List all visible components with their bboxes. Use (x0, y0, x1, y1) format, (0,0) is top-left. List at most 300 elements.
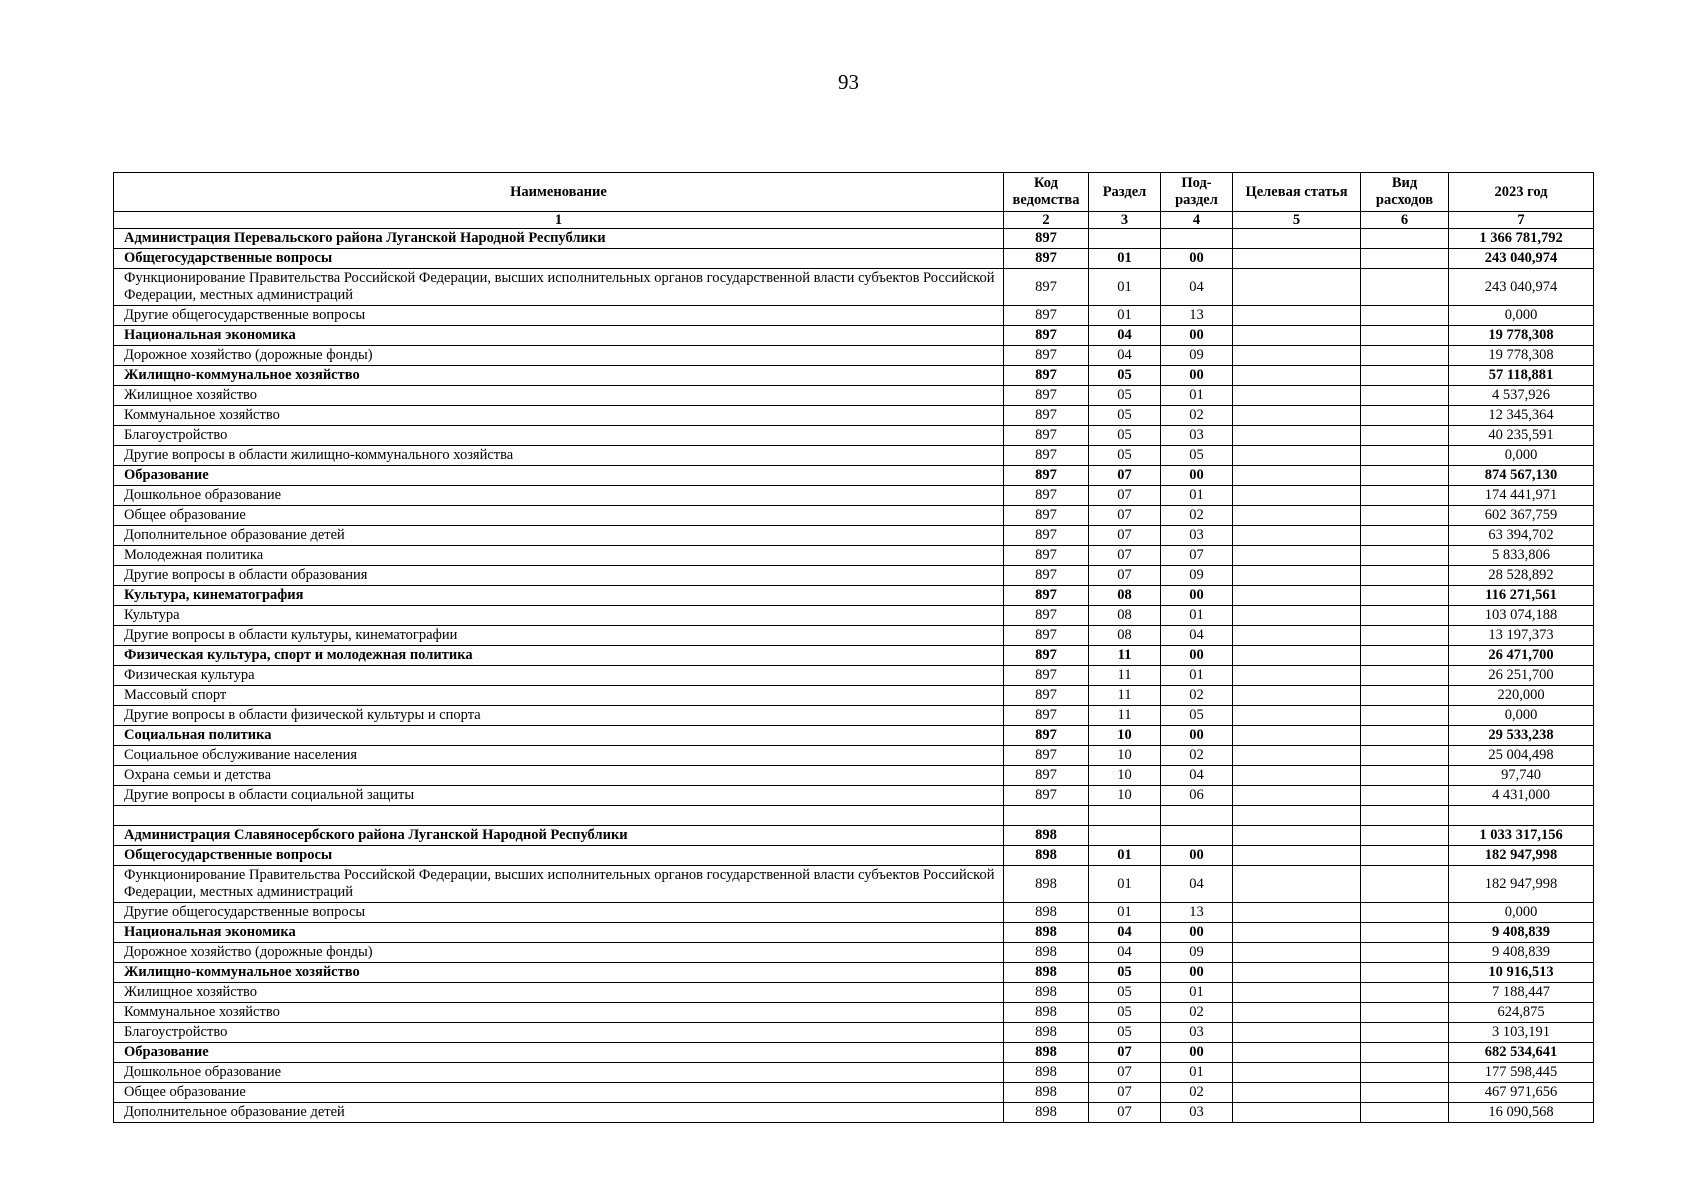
cell-name: Культура (114, 606, 1004, 626)
cell-target (1233, 1043, 1361, 1063)
cell-amount: 4 431,000 (1449, 786, 1594, 806)
cell-section: 08 (1089, 586, 1161, 606)
cell-kind (1361, 786, 1449, 806)
cell-subsection: 00 (1161, 963, 1233, 983)
cell-section: 07 (1089, 566, 1161, 586)
cell-name: Культура, кинематография (114, 586, 1004, 606)
cell-section: 01 (1089, 866, 1161, 903)
cell-kind (1361, 526, 1449, 546)
table-row (114, 506, 1594, 526)
table-row (114, 903, 1594, 923)
cell-name: Дополнительное образование детей (114, 526, 1004, 546)
cell-code: 897 (1004, 546, 1089, 566)
table-row (114, 366, 1594, 386)
cell-amount: 1 033 317,156 (1449, 826, 1594, 846)
table-row (114, 386, 1594, 406)
table-body (114, 229, 1594, 1123)
cell-code: 897 (1004, 706, 1089, 726)
table-row (114, 526, 1594, 546)
cell-section: 07 (1089, 486, 1161, 506)
table-row (114, 446, 1594, 466)
cell-subsection: 00 (1161, 646, 1233, 666)
cell-amount: 29 533,238 (1449, 726, 1594, 746)
table-row (114, 766, 1594, 786)
cell-subsection: 05 (1161, 706, 1233, 726)
cell-name: Дошкольное образование (114, 1063, 1004, 1083)
cell-section: 04 (1089, 923, 1161, 943)
cell-section: 01 (1089, 249, 1161, 269)
cell-code: 897 (1004, 646, 1089, 666)
cell-kind (1361, 249, 1449, 269)
cell-section: 01 (1089, 306, 1161, 326)
cell-target (1233, 826, 1361, 846)
cell-name: Общегосударственные вопросы (114, 846, 1004, 866)
header-subsection: Под-раздел (1161, 173, 1233, 212)
cell-name: Администрация Перевальского района Луганской Народной Республики (114, 229, 1004, 249)
cell-kind (1361, 1023, 1449, 1043)
table-row (114, 1043, 1594, 1063)
cell-kind (1361, 626, 1449, 646)
table-row (114, 943, 1594, 963)
cell-subsection: 00 (1161, 846, 1233, 866)
cell-amount: 63 394,702 (1449, 526, 1594, 546)
cell-section: 01 (1089, 903, 1161, 923)
cell-target (1233, 766, 1361, 786)
cell-subsection: 09 (1161, 346, 1233, 366)
cell-name: Социальная политика (114, 726, 1004, 746)
cell-amount: 177 598,445 (1449, 1063, 1594, 1083)
table-row (114, 606, 1594, 626)
cell-name: Национальная экономика (114, 923, 1004, 943)
cell-kind (1361, 306, 1449, 326)
header-kind: Вид расходов (1361, 173, 1449, 212)
cell-subsection: 02 (1161, 746, 1233, 766)
table-row (114, 686, 1594, 706)
cell-kind (1361, 646, 1449, 666)
cell-kind (1361, 686, 1449, 706)
cell-amount: 3 103,191 (1449, 1023, 1594, 1043)
cell-amount: 28 528,892 (1449, 566, 1594, 586)
cell-section (1089, 806, 1161, 826)
cell-name: Физическая культура, спорт и молодежная политика (114, 646, 1004, 666)
cell-code: 897 (1004, 386, 1089, 406)
cell-kind (1361, 546, 1449, 566)
header-code: Код ведомства (1004, 173, 1089, 212)
header-section: Раздел (1089, 173, 1161, 212)
cell-target (1233, 963, 1361, 983)
cell-subsection: 05 (1161, 446, 1233, 466)
cell-amount: 0,000 (1449, 706, 1594, 726)
cell-section: 11 (1089, 706, 1161, 726)
cell-amount: 624,875 (1449, 1003, 1594, 1023)
cell-amount: 19 778,308 (1449, 346, 1594, 366)
cell-subsection: 09 (1161, 566, 1233, 586)
cell-target (1233, 1083, 1361, 1103)
cell-kind (1361, 446, 1449, 466)
cell-amount: 10 916,513 (1449, 963, 1594, 983)
cell-kind (1361, 606, 1449, 626)
column-number: 3 (1089, 212, 1161, 229)
cell-kind (1361, 1043, 1449, 1063)
cell-name: Дорожное хозяйство (дорожные фонды) (114, 943, 1004, 963)
cell-amount: 7 188,447 (1449, 983, 1594, 1003)
cell-section (1089, 229, 1161, 249)
cell-code: 897 (1004, 526, 1089, 546)
cell-kind (1361, 386, 1449, 406)
cell-kind (1361, 983, 1449, 1003)
cell-target (1233, 1003, 1361, 1023)
cell-section: 10 (1089, 766, 1161, 786)
cell-amount: 40 235,591 (1449, 426, 1594, 446)
table-row (114, 923, 1594, 943)
cell-code (1004, 806, 1089, 826)
cell-name: Коммунальное хозяйство (114, 406, 1004, 426)
cell-amount: 19 778,308 (1449, 326, 1594, 346)
cell-target (1233, 923, 1361, 943)
cell-target (1233, 726, 1361, 746)
cell-code: 897 (1004, 326, 1089, 346)
cell-kind (1361, 406, 1449, 426)
cell-amount: 116 271,561 (1449, 586, 1594, 606)
cell-code: 897 (1004, 446, 1089, 466)
cell-target (1233, 486, 1361, 506)
page-number: 93 (838, 70, 859, 94)
cell-kind (1361, 269, 1449, 306)
table-row (114, 746, 1594, 766)
cell-subsection: 06 (1161, 786, 1233, 806)
cell-section: 05 (1089, 386, 1161, 406)
cell-target (1233, 249, 1361, 269)
cell-target (1233, 786, 1361, 806)
cell-subsection: 04 (1161, 269, 1233, 306)
cell-target (1233, 686, 1361, 706)
cell-name: Другие вопросы в области физической культуры и спорта (114, 706, 1004, 726)
cell-code: 898 (1004, 1003, 1089, 1023)
cell-name: Социальное обслуживание населения (114, 746, 1004, 766)
cell-amount: 602 367,759 (1449, 506, 1594, 526)
cell-code: 898 (1004, 826, 1089, 846)
cell-kind (1361, 746, 1449, 766)
cell-code: 897 (1004, 466, 1089, 486)
cell-name: Охрана семьи и детства (114, 766, 1004, 786)
cell-amount: 182 947,998 (1449, 866, 1594, 903)
cell-kind (1361, 666, 1449, 686)
column-number: 1 (114, 212, 1004, 229)
cell-amount: 57 118,881 (1449, 366, 1594, 386)
table-row (114, 866, 1594, 903)
cell-section (1089, 826, 1161, 846)
cell-code: 897 (1004, 506, 1089, 526)
cell-code: 897 (1004, 686, 1089, 706)
cell-code: 898 (1004, 846, 1089, 866)
table-row (114, 786, 1594, 806)
cell-kind (1361, 229, 1449, 249)
table-row (114, 249, 1594, 269)
cell-amount: 243 040,974 (1449, 269, 1594, 306)
cell-amount: 467 971,656 (1449, 1083, 1594, 1103)
cell-section: 08 (1089, 606, 1161, 626)
cell-target (1233, 346, 1361, 366)
cell-target (1233, 326, 1361, 346)
table-row (114, 1023, 1594, 1043)
table-row (114, 229, 1594, 249)
cell-subsection: 00 (1161, 726, 1233, 746)
cell-name: Общегосударственные вопросы (114, 249, 1004, 269)
cell-subsection: 09 (1161, 943, 1233, 963)
table-row (114, 1103, 1594, 1123)
cell-target (1233, 566, 1361, 586)
cell-section: 07 (1089, 466, 1161, 486)
cell-code: 897 (1004, 406, 1089, 426)
cell-target (1233, 466, 1361, 486)
table-row (114, 346, 1594, 366)
cell-amount: 25 004,498 (1449, 746, 1594, 766)
cell-name: Функционирование Правительства Российской Федерации, высших исполнительных органов государственной власти субъектов Российской Федерации, местных администраций (114, 866, 1004, 903)
cell-amount: 0,000 (1449, 446, 1594, 466)
cell-kind (1361, 326, 1449, 346)
cell-subsection: 01 (1161, 666, 1233, 686)
cell-amount: 9 408,839 (1449, 923, 1594, 943)
table-row (114, 466, 1594, 486)
cell-target (1233, 426, 1361, 446)
cell-kind (1361, 426, 1449, 446)
table-row (114, 269, 1594, 306)
cell-subsection: 00 (1161, 326, 1233, 346)
cell-section: 11 (1089, 666, 1161, 686)
cell-name: Жилищно-коммунальное хозяйство (114, 963, 1004, 983)
cell-code: 897 (1004, 269, 1089, 306)
cell-code: 897 (1004, 566, 1089, 586)
cell-code: 897 (1004, 786, 1089, 806)
cell-subsection: 00 (1161, 586, 1233, 606)
cell-amount: 174 441,971 (1449, 486, 1594, 506)
cell-target (1233, 626, 1361, 646)
cell-code: 898 (1004, 866, 1089, 903)
cell-amount: 5 833,806 (1449, 546, 1594, 566)
cell-target (1233, 746, 1361, 766)
cell-target (1233, 1103, 1361, 1123)
cell-kind (1361, 466, 1449, 486)
cell-section: 04 (1089, 326, 1161, 346)
cell-amount: 182 947,998 (1449, 846, 1594, 866)
cell-target (1233, 866, 1361, 903)
cell-amount: 874 567,130 (1449, 466, 1594, 486)
table-row (114, 806, 1594, 826)
cell-kind (1361, 566, 1449, 586)
cell-code: 898 (1004, 1043, 1089, 1063)
cell-kind (1361, 1083, 1449, 1103)
cell-section: 05 (1089, 366, 1161, 386)
cell-kind (1361, 806, 1449, 826)
cell-section: 01 (1089, 846, 1161, 866)
cell-kind (1361, 846, 1449, 866)
cell-name: Дошкольное образование (114, 486, 1004, 506)
cell-name: Коммунальное хозяйство (114, 1003, 1004, 1023)
cell-target (1233, 546, 1361, 566)
cell-kind (1361, 586, 1449, 606)
cell-subsection: 04 (1161, 626, 1233, 646)
cell-target (1233, 586, 1361, 606)
cell-target (1233, 366, 1361, 386)
cell-name: Администрация Славяносербского района Луганской Народной Республики (114, 826, 1004, 846)
cell-kind (1361, 1103, 1449, 1123)
cell-target (1233, 406, 1361, 426)
cell-name: Жилищное хозяйство (114, 983, 1004, 1003)
cell-subsection: 02 (1161, 1083, 1233, 1103)
cell-name: Функционирование Правительства Российской Федерации, высших исполнительных органов государственной власти субъектов Российской Федерации, местных администраций (114, 269, 1004, 306)
cell-subsection: 03 (1161, 526, 1233, 546)
cell-section: 07 (1089, 526, 1161, 546)
cell-section: 07 (1089, 1063, 1161, 1083)
cell-section: 05 (1089, 446, 1161, 466)
cell-kind (1361, 923, 1449, 943)
cell-target (1233, 386, 1361, 406)
cell-amount: 26 471,700 (1449, 646, 1594, 666)
cell-code: 897 (1004, 486, 1089, 506)
cell-code: 897 (1004, 346, 1089, 366)
table-row (114, 666, 1594, 686)
cell-target (1233, 1063, 1361, 1083)
cell-subsection: 00 (1161, 366, 1233, 386)
cell-subsection: 07 (1161, 546, 1233, 566)
cell-name: Общее образование (114, 1083, 1004, 1103)
cell-name: Общее образование (114, 506, 1004, 526)
cell-name: Благоустройство (114, 1023, 1004, 1043)
cell-name: Другие вопросы в области культуры, кинематографии (114, 626, 1004, 646)
cell-code: 897 (1004, 229, 1089, 249)
cell-section: 04 (1089, 943, 1161, 963)
cell-target (1233, 229, 1361, 249)
cell-name: Другие вопросы в области образования (114, 566, 1004, 586)
cell-section: 11 (1089, 646, 1161, 666)
cell-kind (1361, 346, 1449, 366)
cell-subsection: 00 (1161, 1043, 1233, 1063)
cell-kind (1361, 766, 1449, 786)
column-number: 2 (1004, 212, 1089, 229)
cell-subsection: 03 (1161, 1103, 1233, 1123)
cell-amount: 13 197,373 (1449, 626, 1594, 646)
cell-name: Молодежная политика (114, 546, 1004, 566)
table-row (114, 826, 1594, 846)
cell-section: 07 (1089, 546, 1161, 566)
cell-code: 898 (1004, 983, 1089, 1003)
cell-section: 07 (1089, 1043, 1161, 1063)
cell-amount: 0,000 (1449, 903, 1594, 923)
header-target: Целевая статья (1233, 173, 1361, 212)
cell-code: 897 (1004, 626, 1089, 646)
cell-target (1233, 646, 1361, 666)
cell-code: 898 (1004, 963, 1089, 983)
cell-kind (1361, 866, 1449, 903)
table-row (114, 546, 1594, 566)
cell-code: 897 (1004, 726, 1089, 746)
cell-kind (1361, 1063, 1449, 1083)
table-row (114, 326, 1594, 346)
cell-kind (1361, 486, 1449, 506)
cell-target (1233, 846, 1361, 866)
table-row (114, 426, 1594, 446)
column-number-row (114, 212, 1594, 229)
cell-section: 11 (1089, 686, 1161, 706)
cell-subsection: 02 (1161, 506, 1233, 526)
cell-code: 898 (1004, 923, 1089, 943)
cell-section: 07 (1089, 506, 1161, 526)
table-row (114, 626, 1594, 646)
cell-code: 897 (1004, 766, 1089, 786)
cell-code: 897 (1004, 426, 1089, 446)
cell-target (1233, 1023, 1361, 1043)
cell-name (114, 806, 1004, 826)
cell-section: 05 (1089, 983, 1161, 1003)
cell-name: Физическая культура (114, 666, 1004, 686)
cell-section: 05 (1089, 1003, 1161, 1023)
cell-target (1233, 269, 1361, 306)
table-row (114, 1083, 1594, 1103)
cell-name: Другие вопросы в области жилищно-коммунального хозяйства (114, 446, 1004, 466)
cell-target (1233, 983, 1361, 1003)
cell-name: Другие вопросы в области социальной защиты (114, 786, 1004, 806)
column-number: 5 (1233, 212, 1361, 229)
cell-subsection: 04 (1161, 866, 1233, 903)
table-row (114, 983, 1594, 1003)
cell-subsection: 04 (1161, 766, 1233, 786)
cell-code: 898 (1004, 1083, 1089, 1103)
cell-code: 898 (1004, 903, 1089, 923)
cell-kind (1361, 366, 1449, 386)
cell-code: 897 (1004, 306, 1089, 326)
header-name: Наименование (114, 173, 1004, 212)
cell-amount: 16 090,568 (1449, 1103, 1594, 1123)
cell-name: Дополнительное образование детей (114, 1103, 1004, 1123)
cell-amount: 4 537,926 (1449, 386, 1594, 406)
cell-kind (1361, 943, 1449, 963)
cell-amount: 26 251,700 (1449, 666, 1594, 686)
cell-subsection: 01 (1161, 983, 1233, 1003)
cell-kind (1361, 963, 1449, 983)
cell-amount: 220,000 (1449, 686, 1594, 706)
cell-subsection: 01 (1161, 386, 1233, 406)
cell-code: 897 (1004, 746, 1089, 766)
cell-amount: 103 074,188 (1449, 606, 1594, 626)
cell-target (1233, 903, 1361, 923)
cell-kind (1361, 726, 1449, 746)
cell-section: 07 (1089, 1083, 1161, 1103)
cell-name: Благоустройство (114, 426, 1004, 446)
cell-amount: 1 366 781,792 (1449, 229, 1594, 249)
cell-subsection: 01 (1161, 486, 1233, 506)
cell-target (1233, 506, 1361, 526)
cell-target (1233, 526, 1361, 546)
cell-section: 05 (1089, 426, 1161, 446)
cell-code: 897 (1004, 666, 1089, 686)
cell-section: 10 (1089, 786, 1161, 806)
cell-amount: 682 534,641 (1449, 1043, 1594, 1063)
cell-code: 898 (1004, 1063, 1089, 1083)
cell-target (1233, 666, 1361, 686)
cell-subsection: 13 (1161, 903, 1233, 923)
cell-section: 05 (1089, 406, 1161, 426)
cell-subsection: 13 (1161, 306, 1233, 326)
cell-subsection (1161, 826, 1233, 846)
table-row (114, 306, 1594, 326)
table-row (114, 406, 1594, 426)
cell-name: Жилищно-коммунальное хозяйство (114, 366, 1004, 386)
cell-target (1233, 446, 1361, 466)
table-row (114, 726, 1594, 746)
table-row (114, 1063, 1594, 1083)
cell-section: 05 (1089, 1023, 1161, 1043)
cell-code: 897 (1004, 586, 1089, 606)
